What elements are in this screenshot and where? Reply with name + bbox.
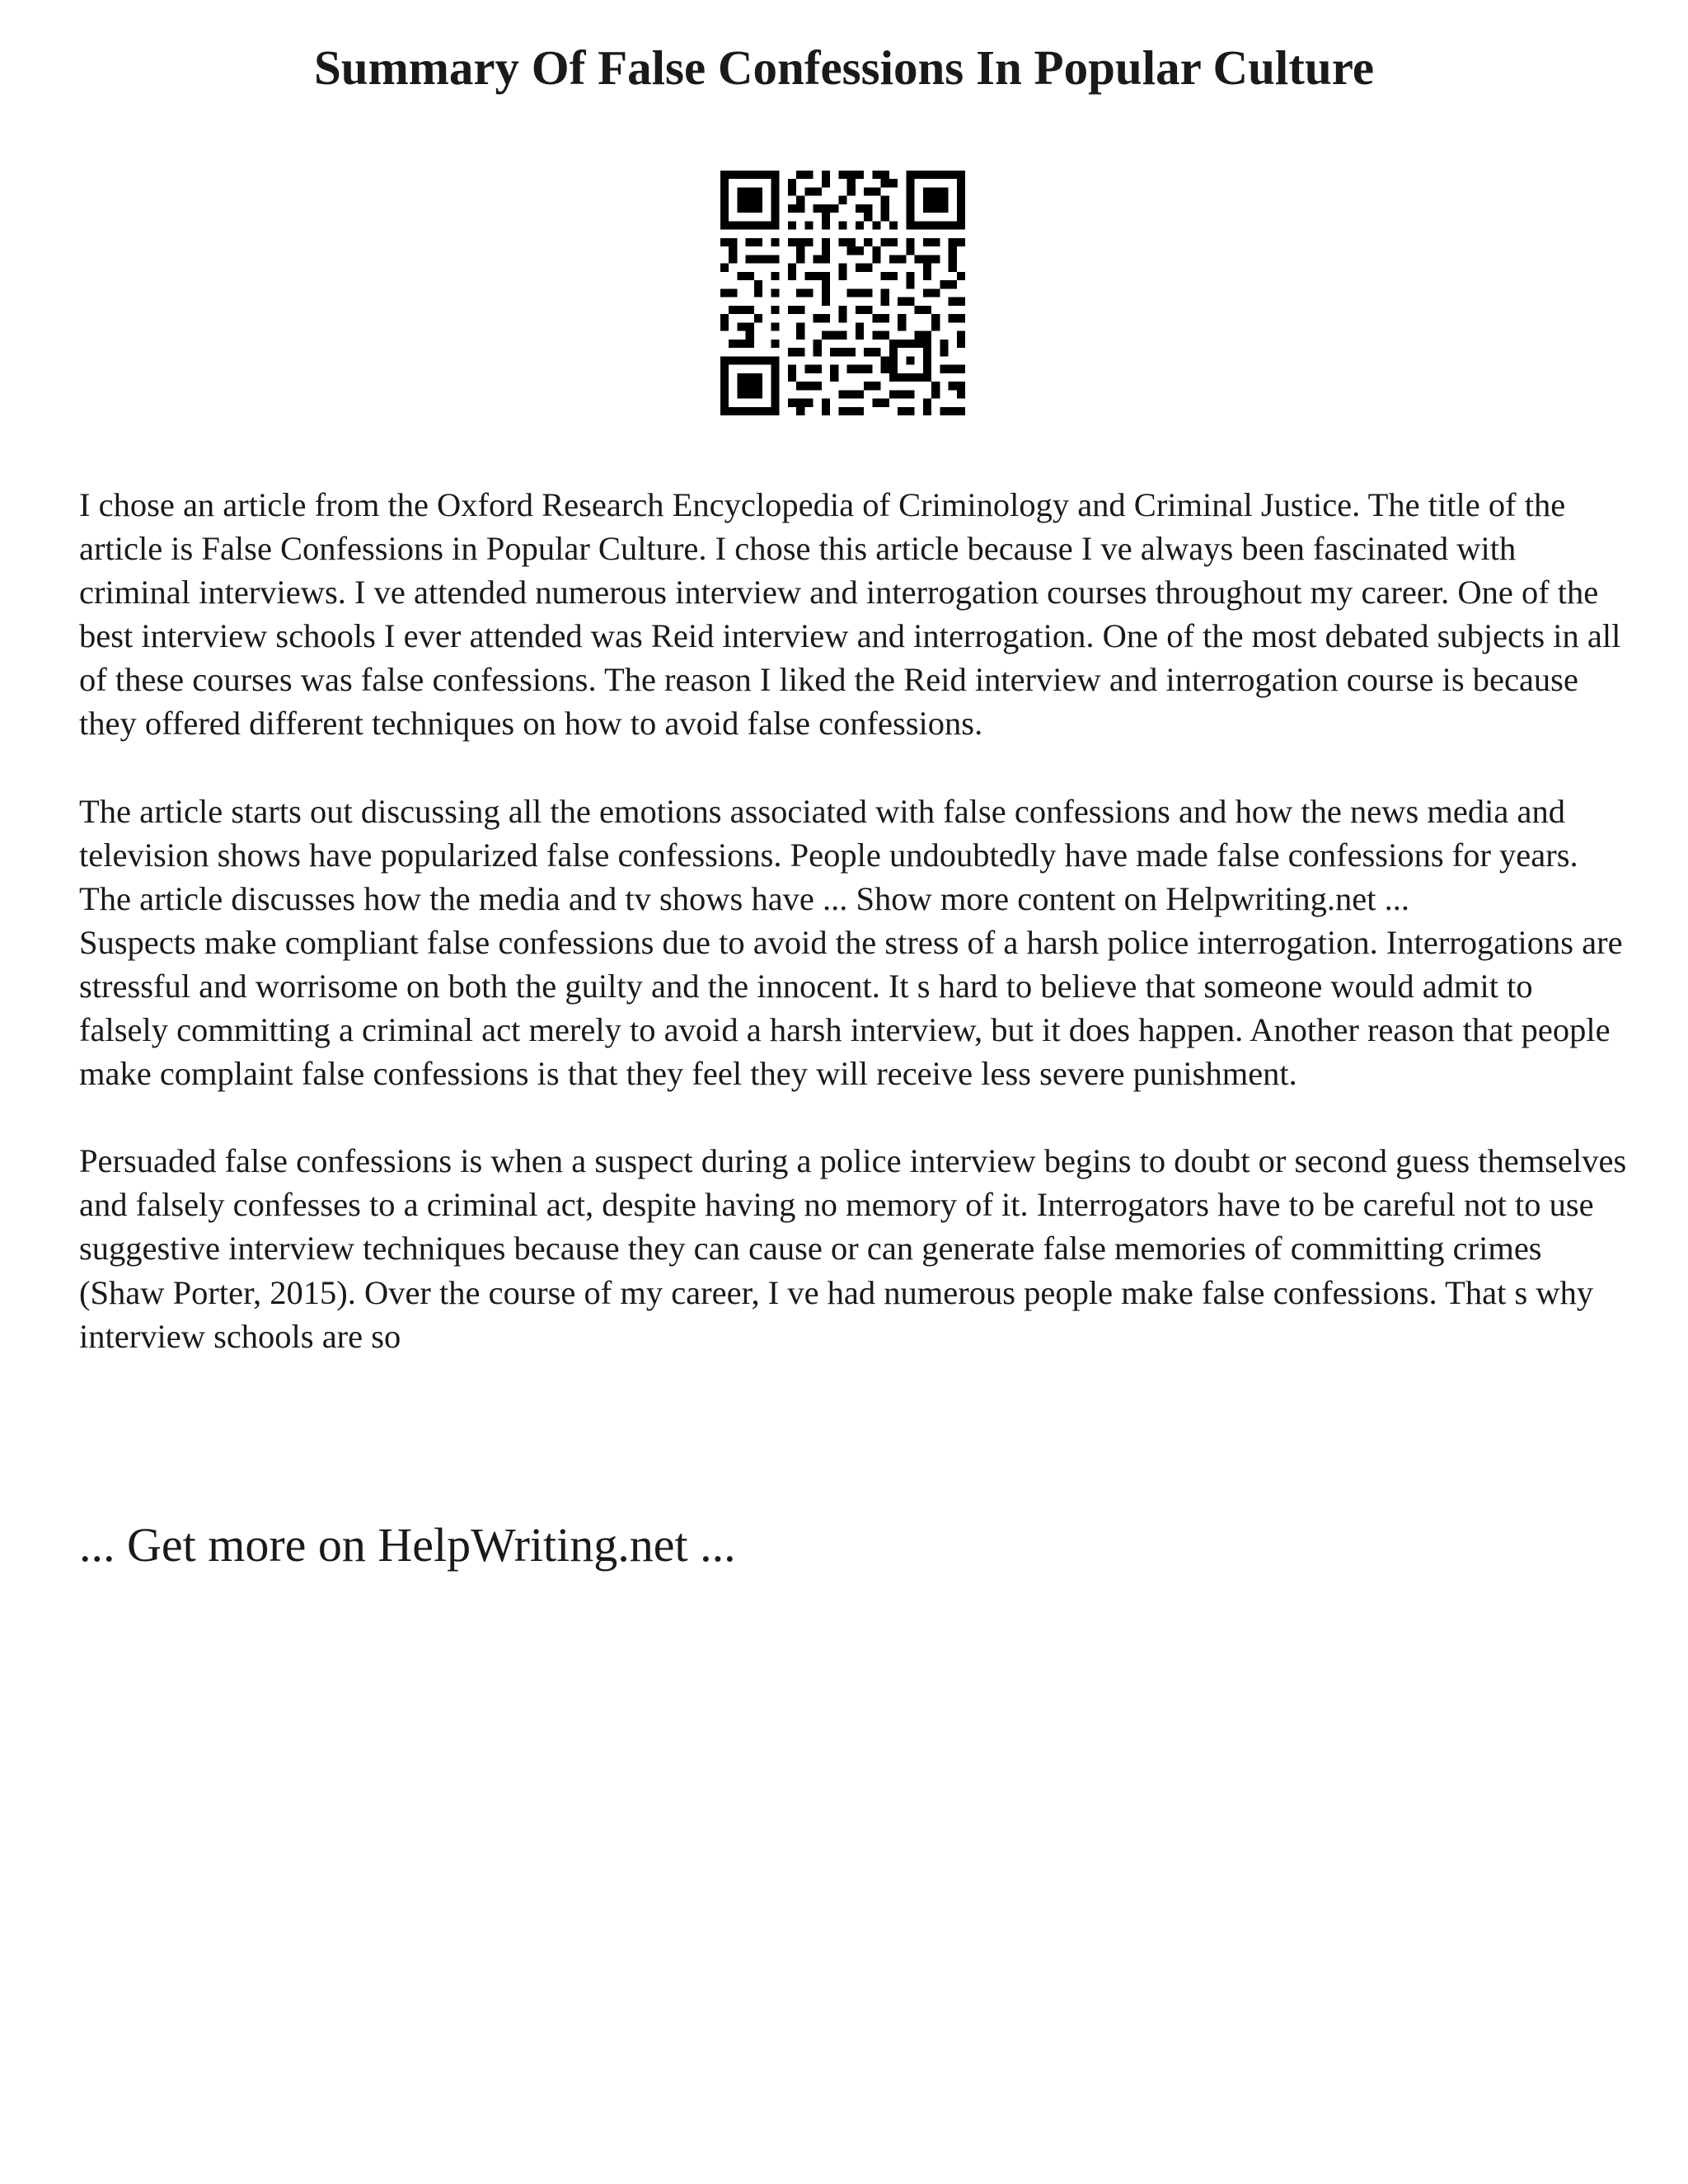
paragraph-2: The article starts out discussing all the emotions associated with false confessions and how the news media and television shows have popularized false confessions. People undoubtedly have made false confessions for years. The article discusses how the media and tv shows have ... Show more content on Helpwriting.net ... (79, 792, 1578, 917)
paragraph-3: Suspects make compliant false confessions due to avoid the stress of a harsh police interrogation. Interrogations are stressful and worrisome on both the guilty and the innocent. It s hard to believe that someone would admit to falsely committing a criminal act merely to avoid a harsh interview, but it does happen. Another reason that people make complaint false confessions is that they feel they will receive less severe punishment. (79, 923, 1623, 1093)
qr-code[interactable] (720, 171, 965, 415)
paragraph-4: Persuaded false confessions is when a suspect during a police interview begins to doubt or second guess themselves and falsely confesses to a criminal act, despite having no memory of it. Interrogators have to be careful not to use suggestive interview techniques because they can cause or can generate false memories of committing crimes (Shaw Porter, 2015). Over the course of my career, I ve had numerous people make false confessions. That s why interview schools are so (79, 1142, 1627, 1355)
get-more-link[interactable]: ... Get more on HelpWriting.net ... (79, 1518, 736, 1572)
qr-code-icon (720, 171, 965, 415)
document-title: Summary Of False Confessions In Popular Culture (313, 40, 1375, 95)
paragraph-1: I chose an article from the Oxford Research Encyclopedia of Criminology and Criminal Justice. The title of the article is False Confessions in Popular Culture. I chose this article because I ve always been fascinated with criminal interviews. I ve attended numerous interview and interrogation courses throughout my career. One of the best interview schools I ever attended was Reid interview and interrogation. One of the most debated subjects in all of these courses was false confessions. The reason I liked the Reid interview and interrogation course is because they offered different techniques on how to avoid false confessions. (79, 486, 1621, 743)
document-body (79, 483, 1629, 1358)
